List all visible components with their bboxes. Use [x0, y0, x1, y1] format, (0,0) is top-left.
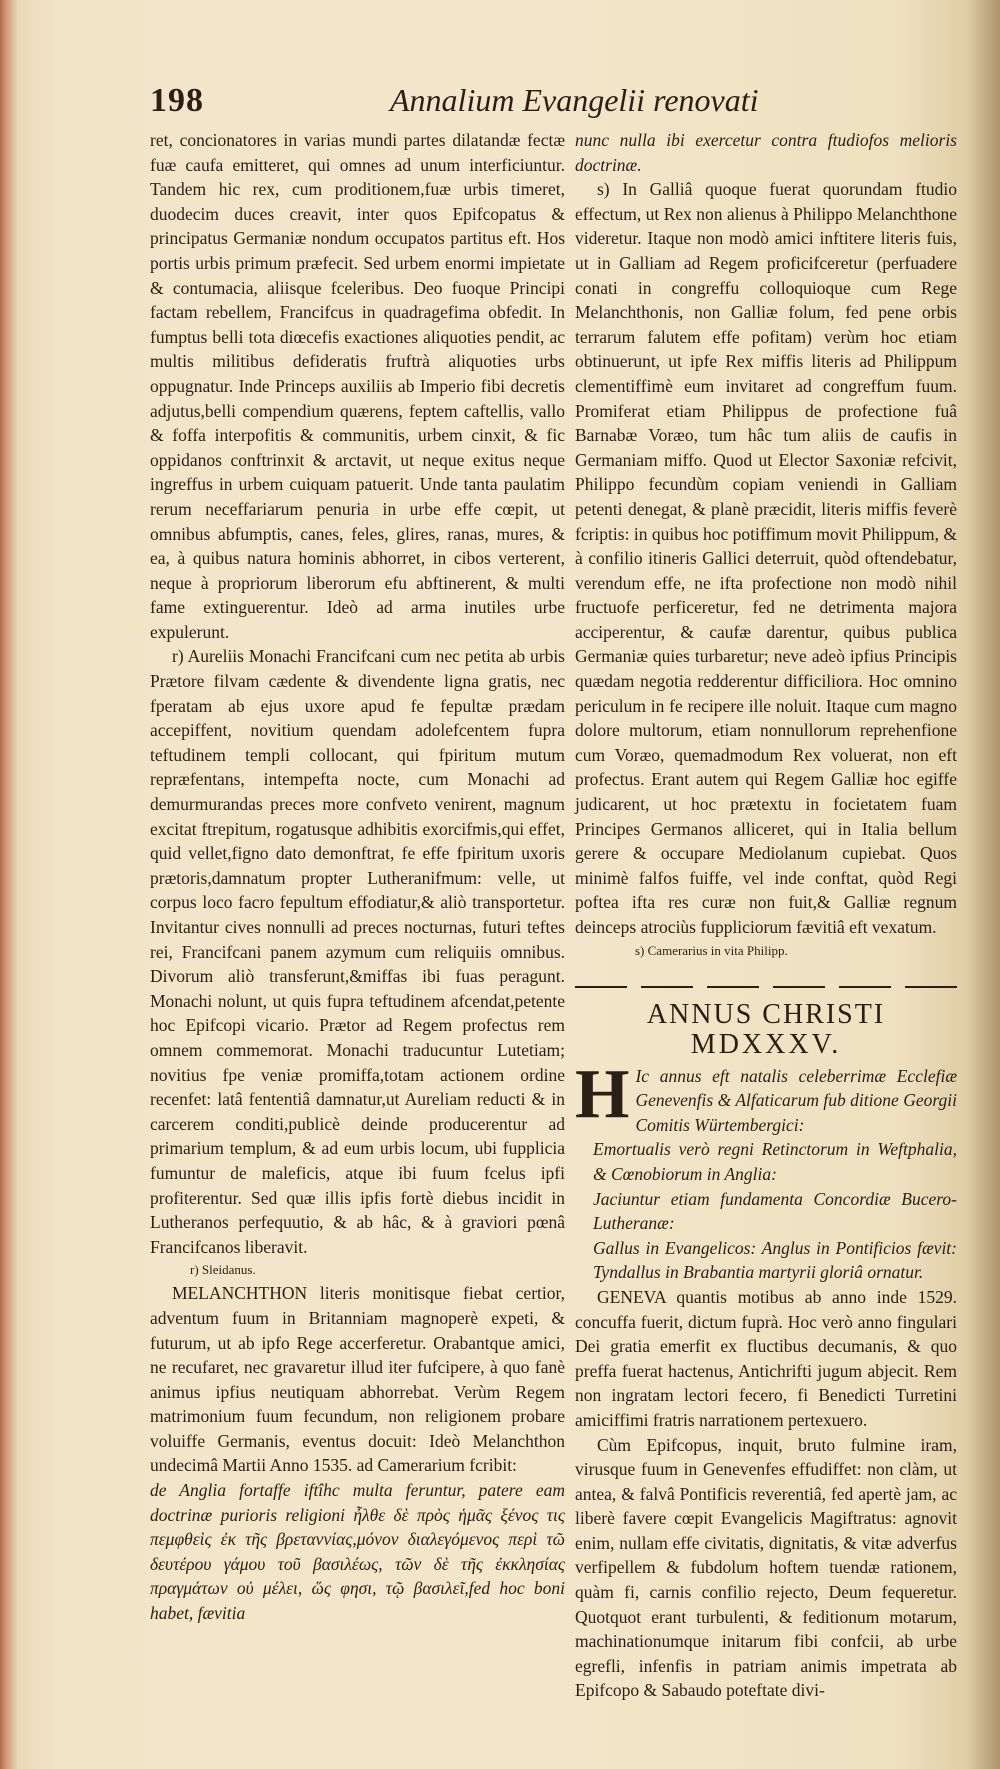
continuation-italic: nunc nulla ibi exercetur contra ftudiofos melioris doctrinæ.: [575, 130, 957, 175]
paragraph-note-r: r) Aureliis Monachi Francifcani cum nec petita ab urbis Prætore filvam cædente & divendente ligna gratis, nec fperatam ab ejus uxore apud fe fepultæ prædam accepiffent, novitium quendam adolefcentem fupra teftudinem templi collocant, qui fpiritum mutum repræfentans, intempefta nocte, cum Monachi ad demurmurandas preces more confveto venirent, magnum excitat ftrepitum, rogatusque adhibitis exorcifmis,qui effet, quid vellet,figno dato demonftrat, fe effe fpiritum uxoris prætoris,damnatum propter Lutheranifmum: velle, ut corpus loco facro fepultum effodiatur,& aliò transportetur. Invitantur cives nonnulli ad preces nocturnas, futuri teftes rei, Francifcani panem azymum cum reliquiis omnibus. Divorum aliò transferunt,&miffas ibi fuas peragunt. Monachi nolunt, ut quis fupra teftudinem afcendat,petente hoc Epifcopi vicario. Prætor ad Regem profectus rem omnem commemorat. Monachi traducuntur Lutetiam; novitius fpe veniæ promiffa,totam actionem ordine recenfet: latâ fententiâ damnatur,ut Aureliam reducti & in carcerem conditi,publicè deinde producerentur ad primarium templum, & ad eum urbis locum, ubi fupplicia fumuntur de maleficis, atque ibi fuum fcelus ipfi profiterentur. Sed quæ illis ipfis fortè diebus incidit in Lutheranos perfequutio, & ab hâc, & à graviori pœnâ Francifcanos liberavit.: [150, 646, 565, 1257]
page-number: 198: [150, 82, 204, 119]
paragraph-geneva: GENEVA quantis motibus ab anno inde 1529. concuffa fuerit, dictum fuprà. Hoc verò anno fingulari Dei gratia emerfit ex fluctibus decumanis, & quo preffa fuerat hactenus, Antichrifti jugum abjecit. Rem non ingratam lectori fecero, fi Benedicti Turretini amiciffimi fratris narrationem pertexuero.: [575, 1286, 957, 1430]
section-year: MDXXXV.: [690, 1028, 842, 1060]
section-title: ANNUS CHRISTI: [646, 998, 886, 1030]
paragraph-note-s: s) In Galliâ quoque fuerat quorundam ftudio effectum, ut Rex non alienus à Philippo Melanchthone videretur. Itaque non modò amici inftitere literis fuis, ut in Galliam ad Regem proficifceretur (perfuadere conati in congreffu colloquioque cum Rege Melanchthonis, non Galliæ folum, fed pene orbis terrarum falutem effe pofitam) verùm hoc etiam obtinuerunt, ut ipfe Rex miffis literis ad Philippum clementiffimè eum invitaret ad congreffum fuum. Promiferat etiam Philippus de profectione fuâ Barnabæ Voræo, tum hâc tum aliis de caufis in Germaniam miffo. Quod ut Elector Saxoniæ refcivit, Philippo fecundùm copiam veniendi in Galliam petenti denegat, & planè præcidit, literis miffis feverè fcriptis: in quibus hoc potiffimum movit Philippum, & à confilio itineris Gallici deterruit, quòd oftendebatur, verendum effe, ne ifta profectione non modò nihil fructuofe perficeretur, fed ne detrimenta majora acciperentur, & caufæ darentur, quibus publica Germaniæ quies turbaretur; neve adeò ipfius Principis quædam negotia redderentur difficiliora. Hoc omnino periculum in fe recipere ille noluit. Itaque cum magno dolore multorum, etiam nonnullorum reprehenfione cum Voræo, quemadmodum Rex voluerat, non eft profectus. Erant autem qui Regem Galliæ hoc egiffe judicarent, ut hoc prætextu in focietatem fuam Principes Germanos alliceret, qui in Italia bellum gerere & occupare Mediolanum cupiebat. Quos minimè falfos fuiffe, vel inde conftat, quòd Regi poftea ifta res curæ non fuit,& Galliæ regnum deinceps atrociùs fuppliciorum fævitiâ eft vexatum.: [575, 179, 957, 937]
footnote-s: s) Camerarius in vita Philipp.: [635, 942, 788, 958]
paragraph-melanchthon: MELANCHTHON literis monitisque fiebat certior, adventum fuum in Britanniam magnoperè expeti, & futurum, ut ab ipfo Rege accerferetur. Orabantque amici, ne recufaret, nec gravaretur illud iter fufcipere, à quo fanè animus ipfius neutiquam abhorrebat. Verùm Regem matrimonium fuum fecundum, non religionem probare voluiffe Germanis, eventus docuit: Ideò Melanchthon undecimâ Martii Anno 1535. ad Camerarium fcribit:: [150, 1283, 565, 1476]
page-left-edge: [0, 0, 18, 1769]
paragraph-siege: ret, concionatores in varias mundi partes dilatandæ fectæ fuæ caufa emitteret, qui omnes ad unum interficiuntur. Tandem hic rex, cum proditionem,fuæ urbis timeret, duodecim duces creavit, inter quos Epifcopatus & principatus Germaniæ nondum occupatos partitus eft. Hos portis urbis primum præfecit. Sed urbem enormi impietate & contumacia, aliisque fceleribus. Deo fuoque Principi factam rebellem, Francifcus in quadragefima obfedit. In fumptus belli tota diœcefis exactiones aliquoties pendit, ac multis militibus defideratis fruftrà aliquoties urbs oppugnatur. Inde Princeps auxiliis ab Imperio fibi decretis adjutus,belli compendium quærens, feptem caftellis, vallo & foffa interpofitis & communitis, urbem cinxit, & fic oppidanos conftrinxit & arctavit, ut neque exitus neque ingreffus in urbem cuiquam patuerit. Unde tanta paulatim rerum neceffariarum penuria in urbe effe cœpit, ut omnibus abfumptis, canes, feles, glires, ranas, mures, & ea, à quibus natura hominis abhorret, in cibos verterent, neque à propriorum liberorum efu abftinerent, & multi fame extinguerentur. Ideò ad arma inutiles urbe expulerunt.: [150, 130, 565, 642]
running-title: Annalium Evangelii renovati: [390, 82, 759, 118]
quotation-camerarius: de Anglia fortaffe iftîhc multa feruntur, patere eam doctrinæ purioris religioni ἦλθε δὲ πρὸς ἡμᾶς ξένος τις πεμφθεὶς ἐκ τῆς βρεταννίας,μόνον διαλεγόμενος περὶ τῶ δευτέρου γάμου τοῦ βασιλέως, τῶν δὲ τῆς ἐκκλησίας πραγμάτων οὐ μέλει, ὥς φησι, τῷ βασιλεῖ,fed hoc boni habet, fævitia: [150, 1480, 565, 1624]
running-head: [150, 82, 940, 128]
summary-line: Emortualis verò regni Retinctorum in Weftphalia, & Cœnobiorum in Anglia:: [593, 1139, 957, 1184]
left-column: [150, 128, 565, 1626]
footnote-r: r) Sleidanus.: [190, 1262, 256, 1278]
summary-line: Gallus in Evangelicos: Anglus in Pontificios fævit: Tyndallus in Brabantia martyrii gloriâ ornatur.: [593, 1237, 957, 1283]
paragraph-episcopus: Cùm Epifcopus, inquit, bruto fulmine iram, virusque fuum in Genevenfes effudiffet: non clàm, ut antea, & falvâ Pontificis reverentiâ, fed apertè jam, ac liberè favere cœpit Evangelicis Magiftratus: agnovit enim, nullam effe civitatis, dignitatis, & vitæ adverfus verfipellem & fubdolum hoftem tuendæ rationem, quàm fi, carnis confilio rejecto, Deum fequeretur. Quotquot erant turbulenti, & feditionum motarum, machinationumque initarum fibi confcii, ab urbe egrefli, infenfis in patriam animis impetrata ab Epifcopo & Sabaudo poteftate divi-: [575, 1434, 957, 1701]
section-divider: [575, 986, 957, 988]
year-summary: [575, 1055, 957, 1285]
right-column: [575, 128, 957, 1703]
spine-shadow: [966, 0, 1000, 1769]
drop-cap: H: [575, 1055, 630, 1133]
summary-line: Jaciuntur etiam fundamenta Concordiæ Bucero-Lutheranæ:: [593, 1188, 957, 1234]
summary-line: Ic annus eft natalis celeberrimæ Ecclefiæ Genevenfis & Alfaticarum fub ditione Georgii Comitis Würtembergici:: [635, 1065, 957, 1135]
